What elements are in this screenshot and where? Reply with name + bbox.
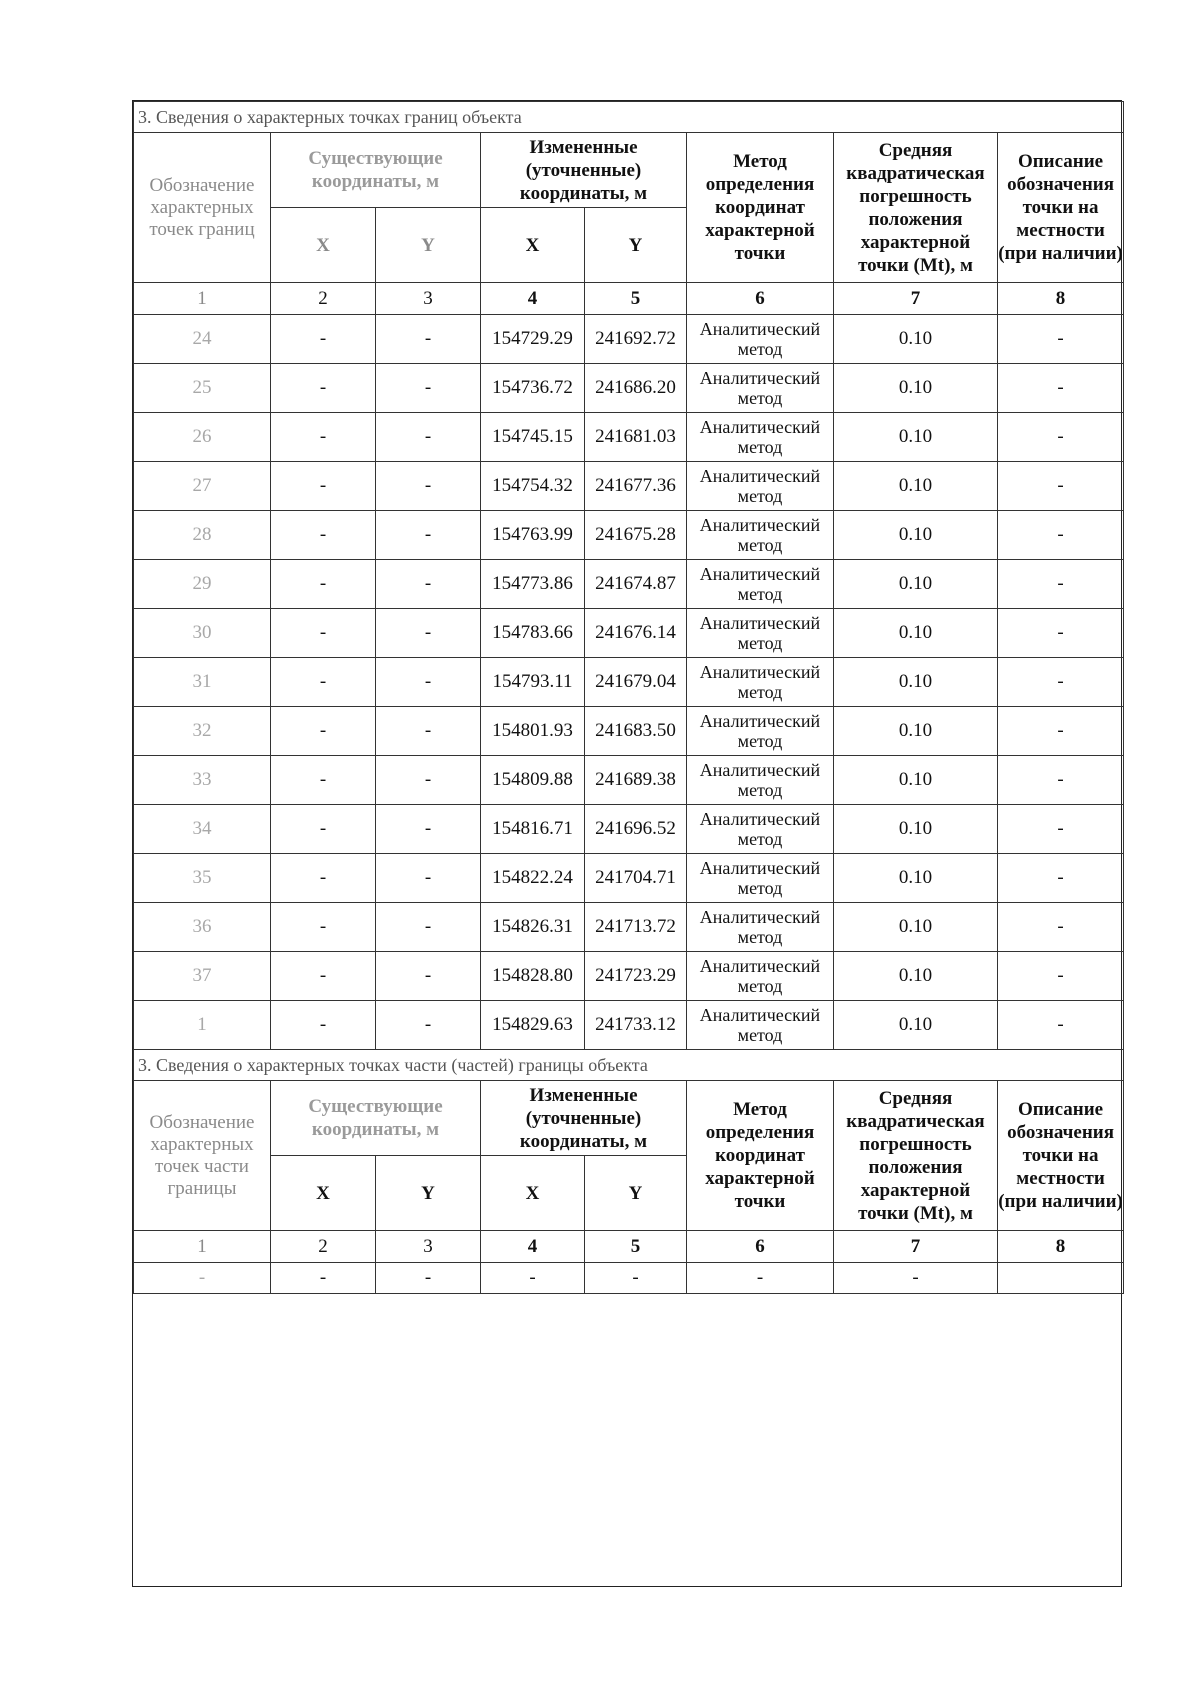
- point-id: 24: [134, 315, 271, 364]
- coord-y: 241686.20: [585, 364, 687, 413]
- s1-header-description: Описание обозначения точки на местности (при наличии): [998, 133, 1124, 283]
- description: -: [998, 413, 1124, 462]
- mt: 0.10: [834, 315, 998, 364]
- s2-header-changed-y: Y: [585, 1156, 687, 1231]
- section2-title: 3. Сведения о характерных точках части (частей) границы объекта: [134, 1050, 1124, 1081]
- existing-x: -: [271, 511, 376, 560]
- mt: 0.10: [834, 511, 998, 560]
- existing-x: -: [271, 364, 376, 413]
- table-row: [134, 364, 1124, 413]
- point-id: 36: [134, 903, 271, 952]
- existing-y: -: [376, 903, 481, 952]
- table-row: [134, 413, 1124, 462]
- coord-x: 154822.24: [481, 854, 585, 903]
- existing-x: -: [271, 413, 376, 462]
- coord-x: -: [481, 1263, 585, 1294]
- method: Аналитический метод: [687, 364, 834, 413]
- table-row: [134, 658, 1124, 707]
- column-number: 6: [687, 283, 834, 315]
- method: Аналитический метод: [687, 658, 834, 707]
- existing-x: -: [271, 1001, 376, 1050]
- description: -: [998, 952, 1124, 1001]
- coord-x: 154754.32: [481, 462, 585, 511]
- method: Аналитический метод: [687, 1001, 834, 1050]
- column-number: 2: [271, 1231, 376, 1263]
- coord-y: 241681.03: [585, 413, 687, 462]
- s2-header-changed-x: X: [481, 1156, 585, 1231]
- point-id: 28: [134, 511, 271, 560]
- point-id: -: [134, 1263, 271, 1294]
- coord-x: 154763.99: [481, 511, 585, 560]
- coord-y: 241696.52: [585, 805, 687, 854]
- description: -: [998, 560, 1124, 609]
- coord-y: 241683.50: [585, 707, 687, 756]
- column-number: 3: [376, 283, 481, 315]
- existing-x: -: [271, 609, 376, 658]
- table-row: [134, 511, 1124, 560]
- description: -: [998, 364, 1124, 413]
- mt: 0.10: [834, 609, 998, 658]
- method: Аналитический метод: [687, 609, 834, 658]
- table-row: [134, 315, 1124, 364]
- coord-y: 241733.12: [585, 1001, 687, 1050]
- s1-header-changed: Измененные (уточненные) координаты, м: [481, 133, 687, 208]
- method: -: [687, 1263, 834, 1294]
- coord-x: 154773.86: [481, 560, 585, 609]
- existing-x: -: [271, 1263, 376, 1294]
- description: -: [998, 658, 1124, 707]
- coord-y: 241675.28: [585, 511, 687, 560]
- existing-y: -: [376, 462, 481, 511]
- existing-y: -: [376, 1263, 481, 1294]
- description: [998, 1263, 1124, 1294]
- method: Аналитический метод: [687, 315, 834, 364]
- table-row: [134, 1001, 1124, 1050]
- mt: 0.10: [834, 658, 998, 707]
- method: Аналитический метод: [687, 805, 834, 854]
- mt: 0.10: [834, 756, 998, 805]
- description: -: [998, 903, 1124, 952]
- coord-y: 241674.87: [585, 560, 687, 609]
- existing-x: -: [271, 903, 376, 952]
- s2-header-existing: Существующие координаты, м: [271, 1081, 481, 1156]
- coord-y: 241676.14: [585, 609, 687, 658]
- point-id: 27: [134, 462, 271, 511]
- mt: 0.10: [834, 364, 998, 413]
- coord-x: 154783.66: [481, 609, 585, 658]
- existing-x: -: [271, 756, 376, 805]
- existing-y: -: [376, 609, 481, 658]
- point-id: 37: [134, 952, 271, 1001]
- table-row: [134, 609, 1124, 658]
- point-id: 34: [134, 805, 271, 854]
- column-number: 4: [481, 1231, 585, 1263]
- point-id: 32: [134, 707, 271, 756]
- method: Аналитический метод: [687, 854, 834, 903]
- mt: 0.10: [834, 903, 998, 952]
- description: -: [998, 756, 1124, 805]
- existing-y: -: [376, 1001, 481, 1050]
- s1-header-existing-x: X: [271, 208, 376, 283]
- column-number: 7: [834, 1231, 998, 1263]
- coord-y: 241704.71: [585, 854, 687, 903]
- coord-x: 154793.11: [481, 658, 585, 707]
- point-id: 35: [134, 854, 271, 903]
- method: Аналитический метод: [687, 560, 834, 609]
- point-id: 26: [134, 413, 271, 462]
- coord-x: 154729.29: [481, 315, 585, 364]
- section1-title: 3. Сведения о характерных точках границ объекта: [134, 102, 1124, 133]
- mt: 0.10: [834, 413, 998, 462]
- existing-x: -: [271, 462, 376, 511]
- s2-column-numbers: [134, 1231, 1124, 1263]
- description: -: [998, 854, 1124, 903]
- table-row: [134, 560, 1124, 609]
- method: Аналитический метод: [687, 413, 834, 462]
- column-number: 1: [134, 1231, 271, 1263]
- table-row: [134, 952, 1124, 1001]
- description: -: [998, 609, 1124, 658]
- table-row: [134, 707, 1124, 756]
- existing-x: -: [271, 658, 376, 707]
- column-number: 6: [687, 1231, 834, 1263]
- s1-header-changed-x: X: [481, 208, 585, 283]
- existing-y: -: [376, 364, 481, 413]
- existing-y: -: [376, 952, 481, 1001]
- table-row: [134, 805, 1124, 854]
- description: -: [998, 511, 1124, 560]
- table-row: [134, 1263, 1124, 1294]
- method: Аналитический метод: [687, 707, 834, 756]
- s2-header-method: Метод определения координат характерной точки: [687, 1081, 834, 1231]
- column-number: 7: [834, 283, 998, 315]
- s1-header-existing: Существующие координаты, м: [271, 133, 481, 208]
- point-id: 31: [134, 658, 271, 707]
- description: -: [998, 315, 1124, 364]
- existing-x: -: [271, 952, 376, 1001]
- boundary-points-table: [133, 101, 1124, 1294]
- point-id: 33: [134, 756, 271, 805]
- s1-header-designation: Обозначение характерных точек границ: [134, 133, 271, 283]
- existing-x: -: [271, 805, 376, 854]
- s2-header-description: Описание обозначения точки на местности (при наличии): [998, 1081, 1124, 1231]
- table-row: [134, 462, 1124, 511]
- s2-header-error: Средняя квадратическая погрешность положения характерной точки (Mt), м: [834, 1081, 998, 1231]
- s1-header-changed-y: Y: [585, 208, 687, 283]
- coord-y: 241689.38: [585, 756, 687, 805]
- method: Аналитический метод: [687, 511, 834, 560]
- existing-y: -: [376, 658, 481, 707]
- point-id: 25: [134, 364, 271, 413]
- column-number: 1: [134, 283, 271, 315]
- s1-header-error: Средняя квадратическая погрешность положения характерной точки (Mt), м: [834, 133, 998, 283]
- point-id: 30: [134, 609, 271, 658]
- table-row: [134, 903, 1124, 952]
- s2-header-existing-x: X: [271, 1156, 376, 1231]
- mt: 0.10: [834, 1001, 998, 1050]
- mt: 0.10: [834, 805, 998, 854]
- existing-y: -: [376, 511, 481, 560]
- table-row: [134, 756, 1124, 805]
- coord-x: 154826.31: [481, 903, 585, 952]
- s2-header-existing-y: Y: [376, 1156, 481, 1231]
- coord-x: 154828.80: [481, 952, 585, 1001]
- coord-x: 154745.15: [481, 413, 585, 462]
- description: -: [998, 462, 1124, 511]
- s1-column-numbers: [134, 283, 1124, 315]
- description: -: [998, 805, 1124, 854]
- coord-x: 154816.71: [481, 805, 585, 854]
- existing-y: -: [376, 413, 481, 462]
- mt: 0.10: [834, 854, 998, 903]
- coord-y: 241723.29: [585, 952, 687, 1001]
- coord-y: 241692.72: [585, 315, 687, 364]
- s2-header-designation: Обозначение характерных точек части границы: [134, 1081, 271, 1231]
- existing-y: -: [376, 805, 481, 854]
- mt: 0.10: [834, 462, 998, 511]
- existing-y: -: [376, 707, 481, 756]
- description: -: [998, 1001, 1124, 1050]
- column-number: 5: [585, 1231, 687, 1263]
- coord-x: 154736.72: [481, 364, 585, 413]
- column-number: 4: [481, 283, 585, 315]
- coord-y: 241677.36: [585, 462, 687, 511]
- document-frame: [132, 100, 1122, 1587]
- point-id: 29: [134, 560, 271, 609]
- existing-y: -: [376, 756, 481, 805]
- existing-x: -: [271, 560, 376, 609]
- column-number: 8: [998, 283, 1124, 315]
- method: Аналитический метод: [687, 952, 834, 1001]
- column-number: 3: [376, 1231, 481, 1263]
- mt: 0.10: [834, 560, 998, 609]
- existing-x: -: [271, 707, 376, 756]
- s1-header-method: Метод определения координат характерной точки: [687, 133, 834, 283]
- coord-y: 241679.04: [585, 658, 687, 707]
- method: Аналитический метод: [687, 462, 834, 511]
- table-row: [134, 854, 1124, 903]
- coord-x: 154801.93: [481, 707, 585, 756]
- existing-x: -: [271, 315, 376, 364]
- column-number: 8: [998, 1231, 1124, 1263]
- existing-x: -: [271, 854, 376, 903]
- point-id: 1: [134, 1001, 271, 1050]
- mt: -: [834, 1263, 998, 1294]
- coord-x: 154829.63: [481, 1001, 585, 1050]
- s2-header-changed: Измененные (уточненные) координаты, м: [481, 1081, 687, 1156]
- method: Аналитический метод: [687, 756, 834, 805]
- description: -: [998, 707, 1124, 756]
- column-number: 5: [585, 283, 687, 315]
- existing-y: -: [376, 315, 481, 364]
- mt: 0.10: [834, 952, 998, 1001]
- coord-y: 241713.72: [585, 903, 687, 952]
- coord-x: 154809.88: [481, 756, 585, 805]
- mt: 0.10: [834, 707, 998, 756]
- column-number: 2: [271, 283, 376, 315]
- s1-header-existing-y: Y: [376, 208, 481, 283]
- existing-y: -: [376, 560, 481, 609]
- existing-y: -: [376, 854, 481, 903]
- coord-y: -: [585, 1263, 687, 1294]
- method: Аналитический метод: [687, 903, 834, 952]
